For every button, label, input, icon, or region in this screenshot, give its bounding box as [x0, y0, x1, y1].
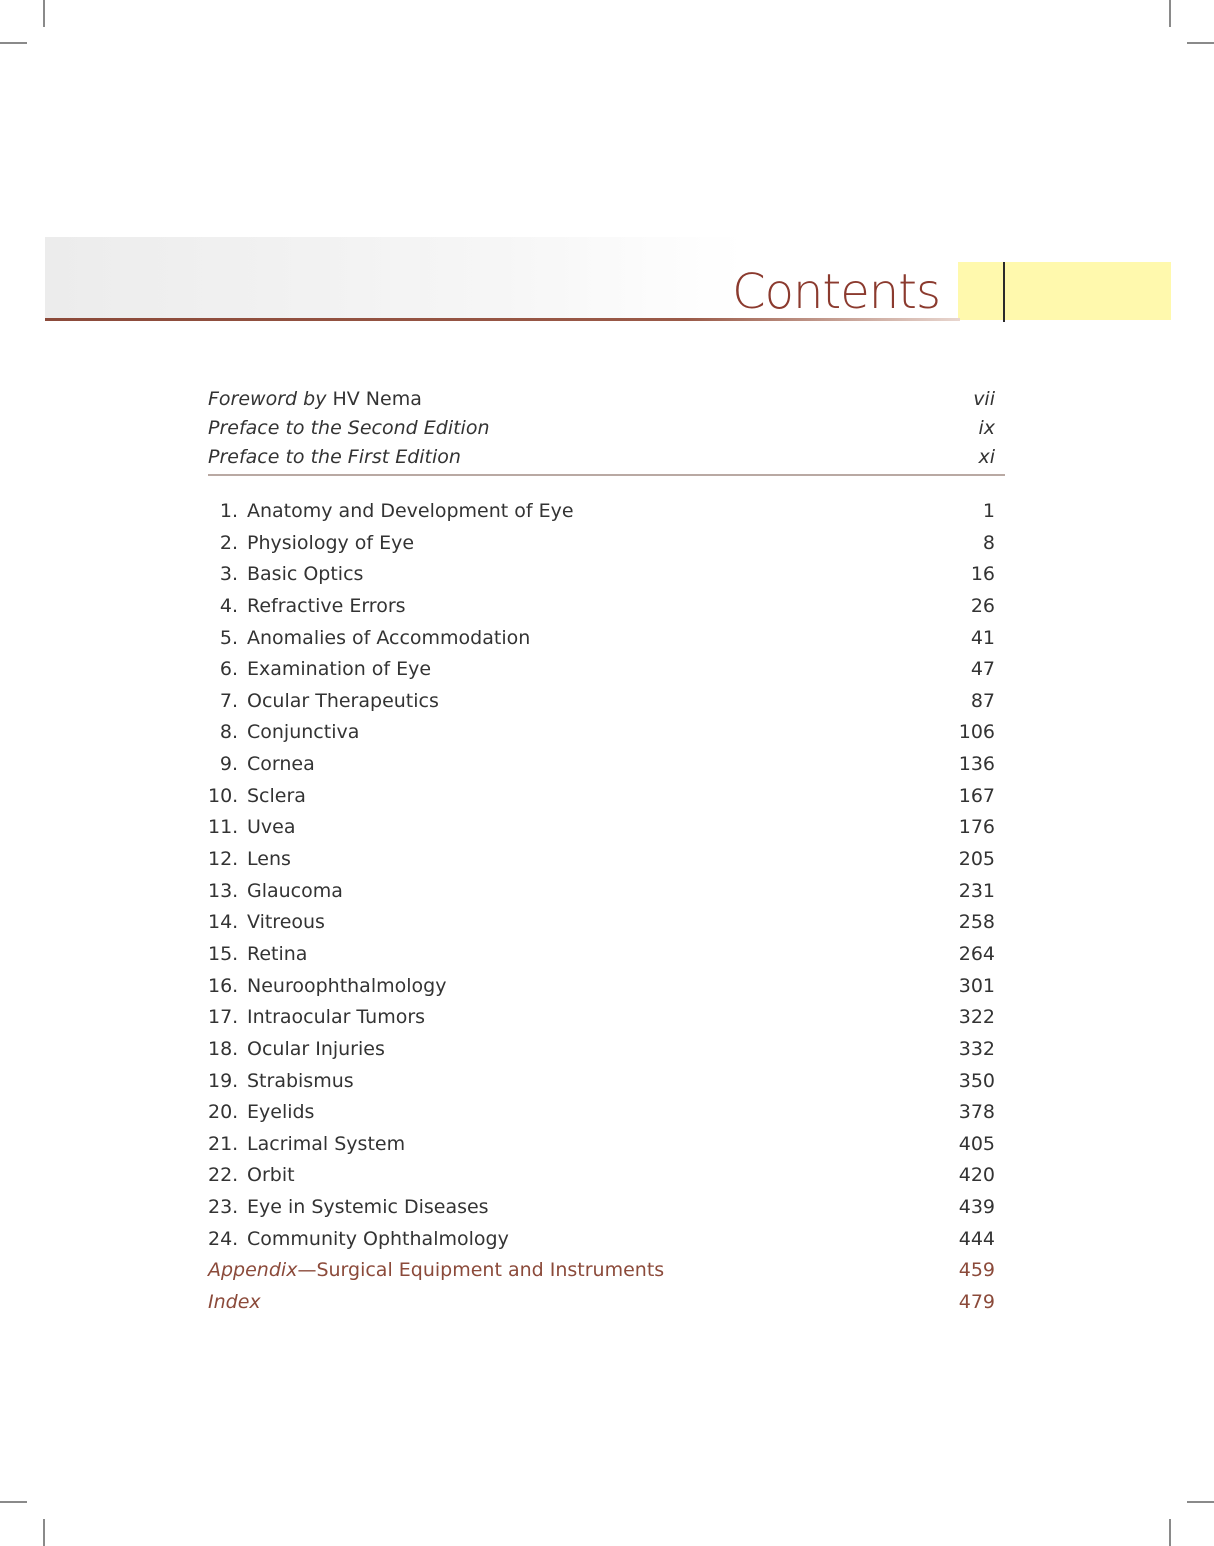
chapter-page: 167 [958, 784, 995, 807]
chapter-page: 136 [958, 753, 995, 776]
chapter-number: 11. [208, 816, 239, 839]
chapter-title: Strabismus [247, 1069, 354, 1092]
chapter-page: 231 [958, 879, 995, 902]
chapter-number: 10. [208, 784, 239, 807]
entry-title: Appendix—Surgical Equipment and Instruments [208, 1259, 665, 1282]
section-divider [208, 474, 1005, 476]
chapter-title: Anatomy and Development of Eye [247, 500, 574, 522]
chapter-title: Retina [247, 942, 308, 965]
header-vertical-bar [1003, 262, 1005, 322]
chapter-title: Neuroophthalmology [247, 974, 447, 997]
chapter-row[interactable] [208, 687, 995, 719]
chapter-page: 106 [958, 721, 995, 744]
chapter-row[interactable] [208, 1161, 995, 1193]
chapter-page: 16 [970, 563, 995, 586]
chapter-page: 47 [970, 658, 995, 681]
chapter-page: 8 [982, 531, 995, 554]
chapter-number: 19. [208, 1069, 239, 1092]
chapter-number: 22. [208, 1164, 239, 1187]
chapter-row[interactable] [208, 1035, 995, 1067]
chapter-page: 350 [958, 1069, 995, 1092]
chapter-title: Community Ophthalmology [247, 1227, 509, 1250]
entry-page: vii [973, 388, 995, 410]
chapter-title: Examination of Eye [247, 658, 432, 681]
chapter-title: Eye in Systemic Diseases [247, 1196, 489, 1219]
chapter-number: 14. [208, 911, 239, 934]
chapter-page: 301 [958, 974, 995, 997]
chapter-title: Conjunctiva [247, 721, 360, 744]
chapter-page: 205 [958, 848, 995, 871]
entry-page: xi [978, 446, 995, 468]
chapter-title: Intraocular Tumors [247, 1006, 426, 1029]
chapter-number: 8. [219, 721, 238, 744]
chapter-number: 16. [208, 974, 239, 997]
chapter-page: 176 [958, 816, 995, 839]
chapter-row[interactable] [208, 718, 995, 750]
entry-title: Preface to the First Edition [208, 446, 461, 468]
chapter-title: Eyelids [247, 1101, 315, 1124]
chapter-title: Physiology of Eye [247, 531, 415, 554]
chapter-row[interactable] [208, 813, 995, 845]
crop-mark-bottom-left-v [43, 1519, 45, 1546]
chapter-row[interactable] [208, 1098, 995, 1130]
chapter-row[interactable] [208, 750, 995, 782]
chapter-number: 7. [219, 689, 238, 712]
chapter-number: 18. [208, 1037, 239, 1060]
chapter-row[interactable] [208, 972, 995, 1004]
entry-page: ix [978, 417, 995, 439]
chapter-title: Sclera [247, 784, 306, 807]
chapter-number: 13. [208, 879, 239, 902]
chapter-page: 332 [958, 1037, 995, 1060]
chapter-number: 24. [208, 1227, 239, 1250]
chapter-number: 4. [219, 594, 238, 617]
chapter-row[interactable] [208, 592, 995, 624]
chapter-title: Ocular Therapeutics [247, 689, 439, 712]
chapter-page: 1 [982, 500, 995, 522]
chapter-title: Lens [247, 848, 291, 871]
chapter-number: 15. [208, 942, 239, 965]
chapter-row[interactable] [208, 1130, 995, 1162]
chapter-title: Orbit [247, 1164, 295, 1187]
chapter-number: 1. [219, 500, 238, 522]
crop-mark-top-right-v [1169, 0, 1171, 27]
chapter-page: 405 [958, 1132, 995, 1155]
crop-mark-top-left-v [43, 0, 45, 27]
chapter-page: 439 [958, 1196, 995, 1219]
chapter-number: 2. [219, 531, 238, 554]
back-matter-row[interactable] [208, 1288, 995, 1320]
chapter-row[interactable] [208, 1067, 995, 1099]
chapter-row[interactable] [208, 655, 995, 687]
front-matter-row[interactable] [208, 415, 995, 444]
crop-mark-bottom-left-h [0, 1501, 27, 1503]
chapter-row[interactable] [208, 560, 995, 592]
chapter-page: 264 [958, 942, 995, 965]
back-matter-row[interactable] [208, 1256, 995, 1288]
entry-title: Index [208, 1291, 261, 1314]
chapter-row[interactable] [208, 845, 995, 877]
chapter-row[interactable] [208, 908, 995, 940]
chapter-number: 5. [219, 626, 238, 649]
chapter-title: Basic Optics [247, 563, 364, 586]
chapter-page: 420 [958, 1164, 995, 1187]
chapter-number: 17. [208, 1006, 239, 1029]
chapter-number: 23. [208, 1196, 239, 1219]
chapter-number: 21. [208, 1132, 239, 1155]
chapter-page: 26 [970, 594, 995, 617]
entry-title: Preface to the Second Edition [208, 417, 490, 439]
chapter-number: 6. [219, 658, 238, 681]
chapter-page: 378 [958, 1101, 995, 1124]
chapter-page: 87 [970, 689, 995, 712]
chapter-title: Uvea [247, 816, 296, 839]
chapter-number: 12. [208, 848, 239, 871]
chapter-page: 322 [958, 1006, 995, 1029]
chapter-page: 444 [958, 1227, 995, 1250]
chapter-number: 3. [219, 563, 238, 586]
chapter-row[interactable] [208, 1193, 995, 1225]
entry-page: 479 [958, 1291, 995, 1314]
front-matter-row[interactable] [208, 444, 995, 473]
chapter-row[interactable] [208, 1003, 995, 1035]
chapter-row[interactable] [208, 497, 995, 529]
chapter-page: 41 [970, 626, 995, 649]
chapter-row[interactable] [208, 877, 995, 909]
front-matter-list [208, 386, 995, 473]
crop-mark-bottom-right-h [1187, 1501, 1214, 1503]
entry-title: Foreword by HV Nema [208, 388, 422, 410]
header-highlight-block [958, 262, 1171, 320]
crop-mark-bottom-right-v [1169, 1519, 1171, 1546]
page-title: Contents [732, 264, 940, 320]
chapter-row[interactable] [208, 940, 995, 972]
chapter-row[interactable] [208, 529, 995, 561]
chapter-number: 20. [208, 1101, 239, 1124]
chapter-title: Cornea [247, 753, 315, 776]
chapter-title: Refractive Errors [247, 594, 406, 617]
chapter-row[interactable] [208, 1225, 995, 1257]
chapter-title: Ocular Injuries [247, 1037, 385, 1060]
chapter-title: Glaucoma [247, 879, 343, 902]
entry-page: 459 [958, 1259, 995, 1282]
chapter-row[interactable] [208, 624, 995, 656]
chapter-page: 258 [958, 911, 995, 934]
chapter-list [208, 497, 995, 1320]
chapter-number: 9. [219, 753, 238, 776]
chapter-title: Lacrimal System [247, 1132, 406, 1155]
chapter-title: Vitreous [247, 911, 325, 934]
crop-mark-top-right-h [1187, 42, 1214, 44]
chapter-title: Anomalies of Accommodation [247, 626, 531, 649]
front-matter-row[interactable] [208, 386, 995, 415]
crop-mark-top-left-h [0, 42, 27, 44]
chapter-row[interactable] [208, 782, 995, 814]
